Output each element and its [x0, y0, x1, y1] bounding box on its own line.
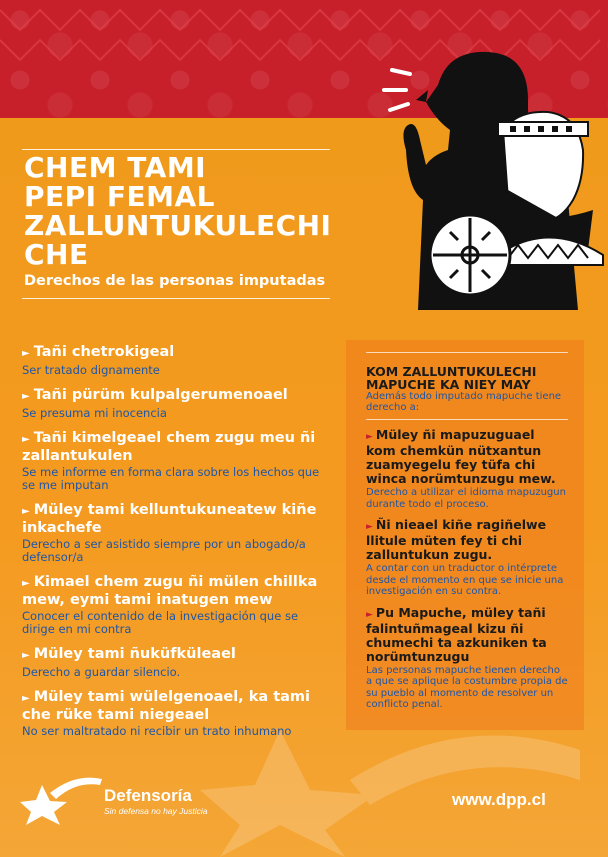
right-translation: No ser maltratado ni recibir un trato inhumano [22, 724, 292, 738]
page-title [24, 153, 354, 269]
right-heading: Tañi chetrokigeal [33, 344, 175, 360]
star-watermark [200, 690, 580, 857]
panel-item-translation: Las personas mapuche tienen derecho a que se aplique la costumbre propia de su pueblo al momento de resolver un conflicto penal. [366, 664, 568, 710]
right-translation: Se me informe en forma clara sobre los hechos que se me imputan [22, 465, 320, 492]
right-item [22, 344, 322, 377]
bullet-icon: ► [22, 391, 30, 402]
panel-item-heading: Ñi nieael kiñe ragiñelwe llitule müten fey ti chi zalluntukun zugu. [366, 517, 547, 562]
right-heading: Tañi pürüm kulpalgerumenoael [33, 387, 288, 403]
bullet-icon: ► [366, 609, 373, 620]
right-item [22, 502, 322, 564]
logo-name: Defensoría [104, 786, 192, 805]
right-translation: Se presuma mi inocencia [22, 406, 167, 420]
title-line: ZALLUNTUKULECHI [24, 209, 332, 242]
panel-divider [366, 419, 568, 420]
bullet-icon: ► [22, 348, 30, 359]
title-bottom-rule [22, 298, 330, 299]
panel-item-translation: A contar con un traductor o intérprete desde el momento en que se inicie una investigación en su contra. [366, 563, 564, 597]
bullet-icon: ► [22, 506, 30, 517]
title-line: CHE [24, 238, 89, 271]
bullet-icon: ► [22, 650, 30, 661]
mapuche-rights-content [366, 352, 568, 711]
logo-tagline: Sin defensa no hay Justicia [104, 806, 208, 816]
title-line: CHEM TAMI [24, 151, 207, 184]
bullet-icon: ► [22, 693, 30, 704]
right-heading: Tañi kimelgeael chem zugu meu ñi zallantukulen [22, 430, 316, 464]
rights-list [22, 344, 322, 748]
panel-item-heading: Pu Mapuche, müley tañi falintuñmageal kizu ñi chumechi ta azkuniken ta norümtunzugu [366, 604, 547, 664]
panel-top-rule [366, 352, 568, 353]
panel-title: KOM ZALLUNTUKULECHI MAPUCHE KA NIEY MAY [366, 364, 537, 392]
title-line: PEPI FEMAL [24, 180, 215, 213]
right-item [22, 430, 322, 492]
bullet-icon: ► [22, 434, 30, 445]
panel-item [366, 428, 568, 510]
right-item [22, 646, 322, 679]
panel-item [366, 518, 568, 598]
panel-title-translation: Además todo imputado mapuche tiene derecho a: [366, 391, 562, 413]
panel-item-heading: Müley ñi mapuzuguael kom chemkün nütxantun zuamyegelu fey tüfa chi winca norümtunzugu mew. [366, 427, 556, 486]
right-heading: Müley tami ñuküfküleael [33, 646, 236, 662]
right-item [22, 387, 322, 420]
right-item [22, 574, 322, 636]
right-heading: Kimael chem zugu ñi mülen chillka mew, eymi tami inatugen mew [22, 574, 318, 608]
panel-item-translation: Derecho a utilizar el idioma mapuzugun durante todo el proceso. [366, 487, 566, 510]
right-translation: Derecho a guardar silencio. [22, 665, 181, 679]
title-top-rule [22, 149, 330, 150]
right-translation: Derecho a ser asistido siempre por un abogado/a defensor/a [22, 537, 306, 564]
bullet-icon: ► [22, 578, 30, 589]
right-translation: Ser tratado dignamente [22, 363, 160, 377]
page-subtitle: Derechos de las personas imputadas [24, 273, 326, 289]
right-heading: Müley tami kelluntukuneatew kiñe inkachefe [22, 502, 317, 536]
mapuche-figures-illustration [378, 40, 608, 310]
right-translation: Conocer el contenido de la investigación que se dirige en mi contra [22, 609, 299, 636]
website-link[interactable]: www.dpp.cl [452, 790, 546, 809]
bullet-icon: ► [366, 432, 373, 442]
right-heading: Müley tami wülelgenoael, ka tami che rüke tami niegeael [22, 689, 311, 723]
bullet-icon: ► [366, 522, 373, 532]
